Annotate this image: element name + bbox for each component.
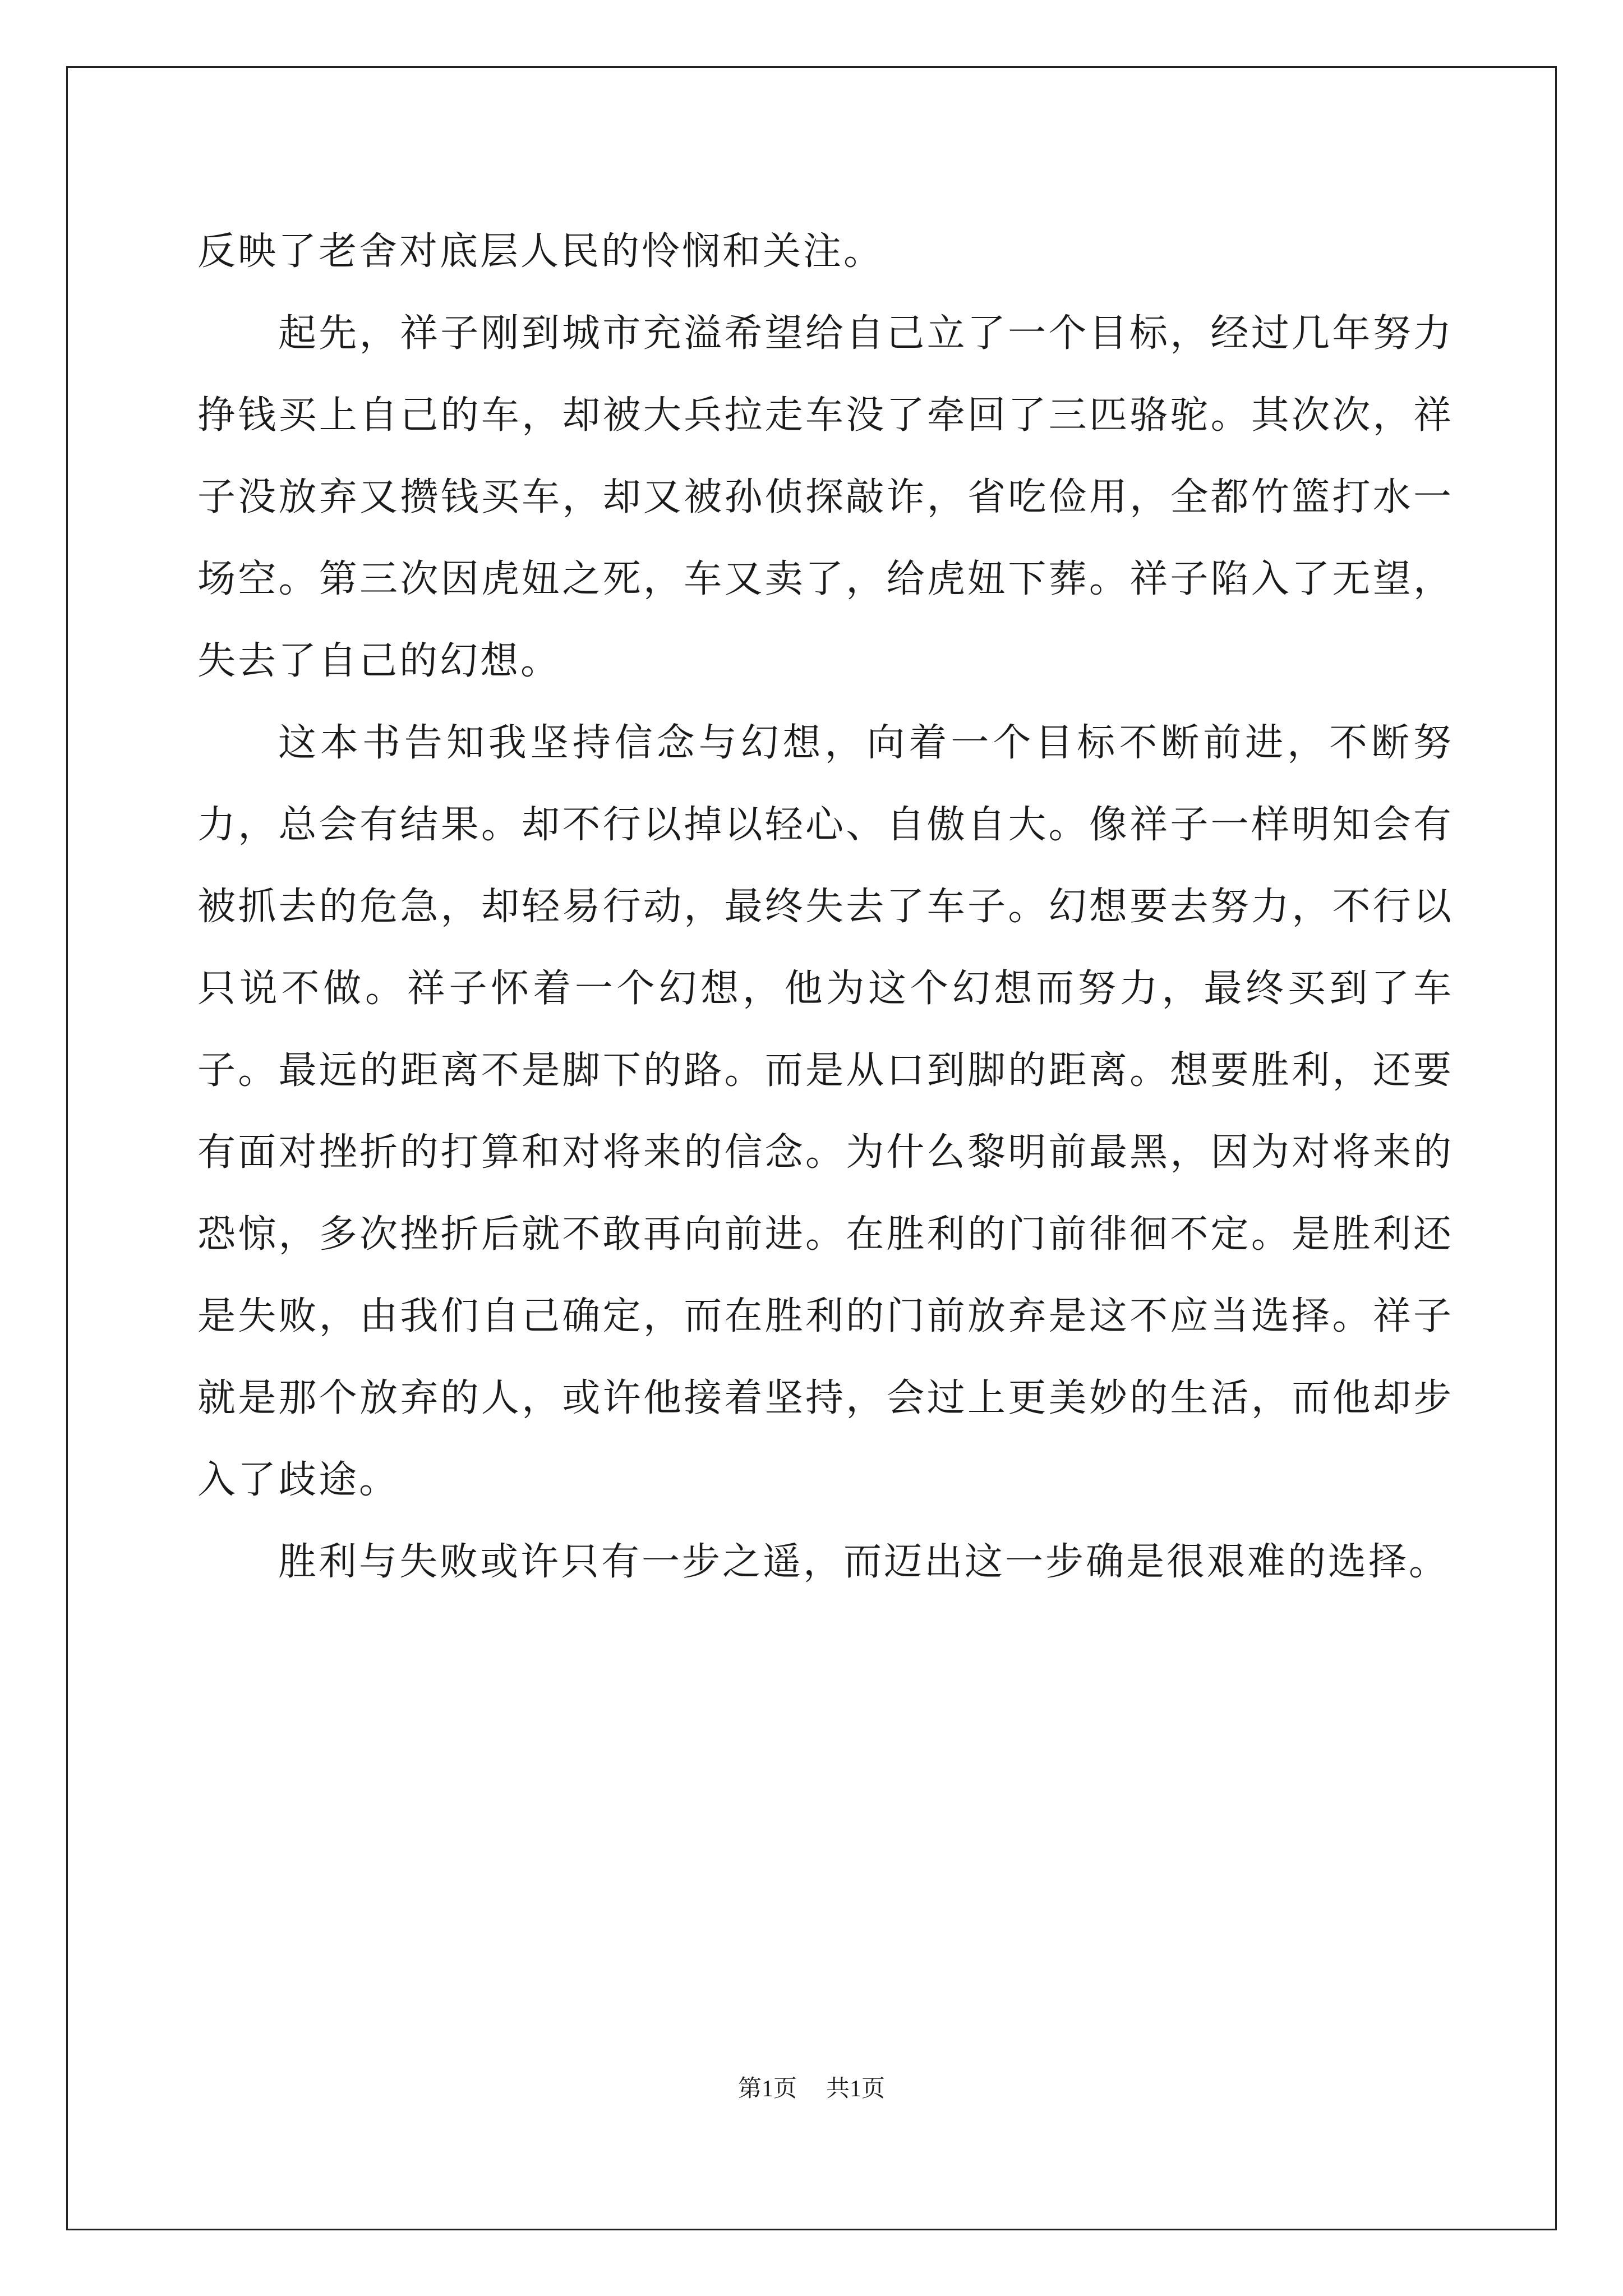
paragraph-4: 胜利与失败或许只有一步之遥，而迈出这一步确是很艰难的选择。 [278,1540,1450,1584]
page-number-label: 第1页 [737,2076,797,2102]
paragraph-1: 反映了老舍对底层人民的怜悯和关注。 [197,229,884,274]
document-body [197,211,1454,1603]
page-total-label: 共1页 [826,2076,886,2102]
paragraph-2: 起先，祥子刚到城市充溢希望给自己立了一个目标，经过几年努力挣钱买上自己的车，却被大兵拉走车没了牵回了三匹骆驼。其次次，祥子没放弃又攒钱买车，却又被孙侦探敲诈，省吃俭用，全都竹篮打水一场空。第三次因虎妞之死，车又卖了，给虎妞下葬。祥子陷入了无望，失去了自己的幻想。 [197,311,1454,683]
page-footer [0,2070,1623,2104]
paragraph-3: 这本书告知我坚持信念与幻想，向着一个目标不断前进，不断努力，总会有结果。却不行以掉以轻心、自傲自大。像祥子一样明知会有被抓去的危急，却轻易行动，最终失去了车子。幻想要去努力，不行以只说不做。祥子怀着一个幻想，他为这个幻想而努力，最终买到了车子。最远的距离不是脚下的路。而是从口到脚的距离。想要胜利，还要有面对挫折的打算和对将来的信念。为什么黎明前最黑，因为对将来的恐惊，多次挫折后就不敢再向前进。在胜利的门前徘徊不定。是胜利还是失败，由我们自己确定，而在胜利的门前放弃是这不应当选择。祥子就是那个放弃的人，或许他接着坚持，会过上更美妙的生活，而他却步入了歧途。 [197,721,1454,1502]
